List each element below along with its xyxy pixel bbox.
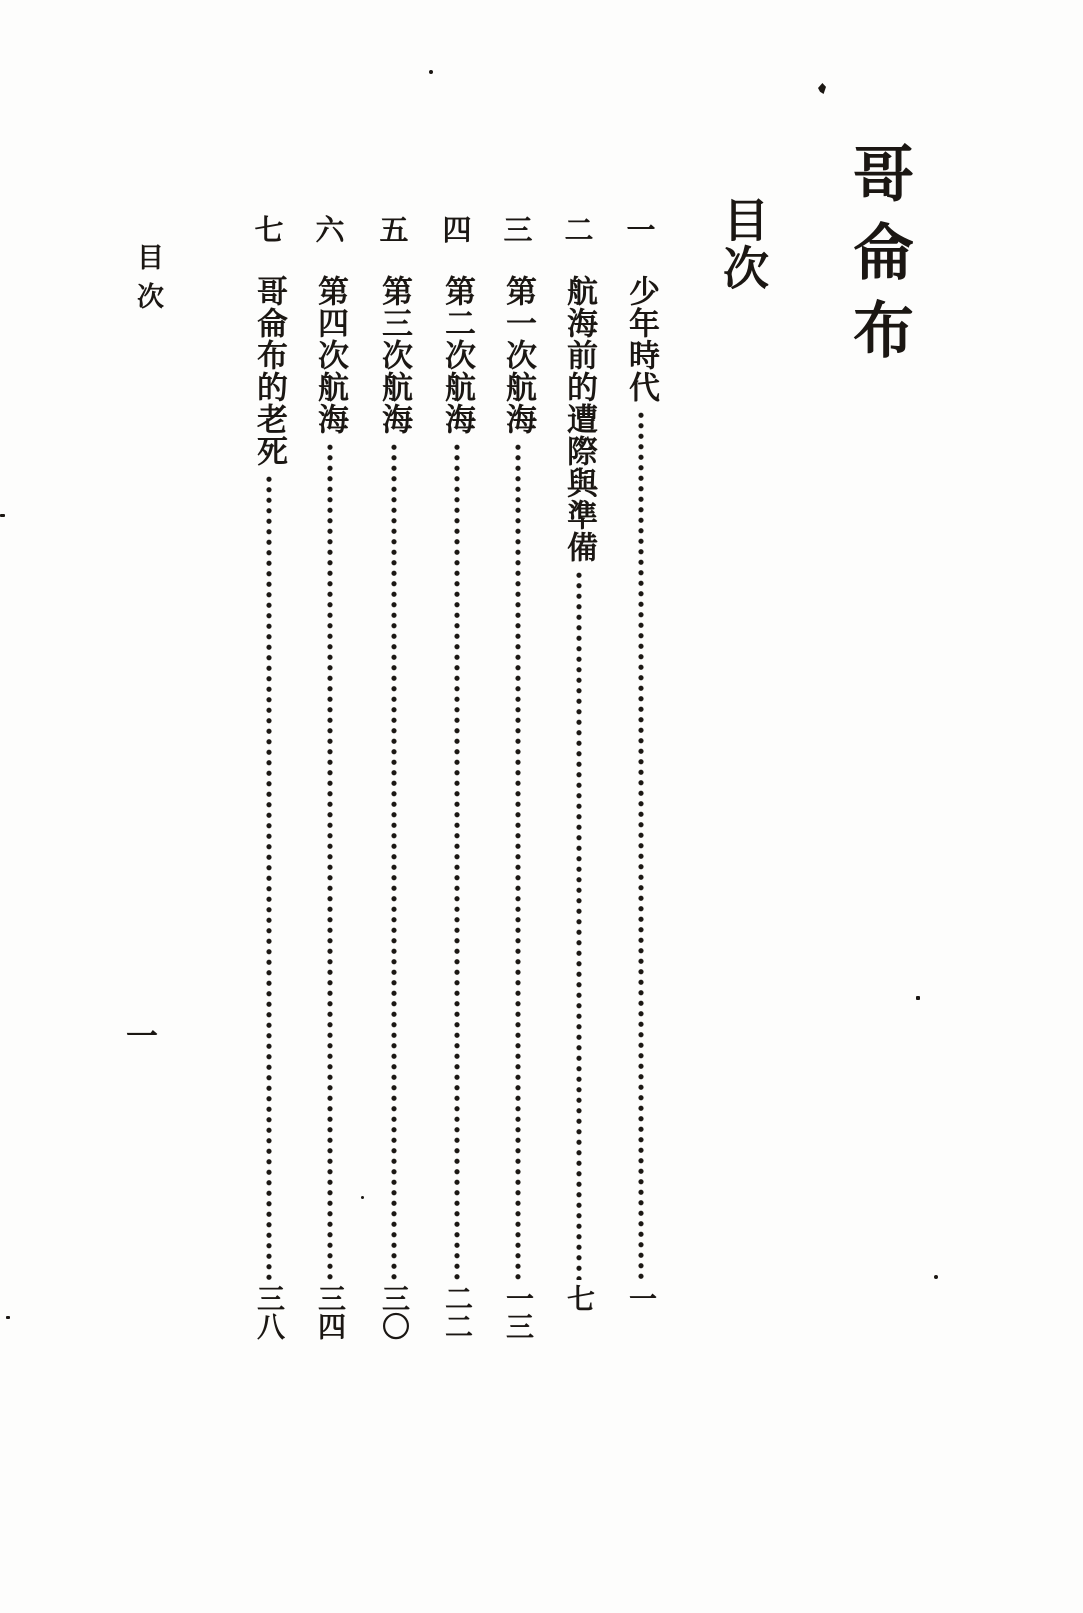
scan-speck: [934, 1275, 938, 1279]
chapter-title: 第二次航海: [439, 275, 475, 435]
toc-entry-3: [498, 214, 538, 1348]
chapter-number: 四: [442, 213, 472, 247]
scan-speck: [6, 1316, 10, 1319]
chapter-title: 航海前的遭際與準備: [561, 275, 597, 563]
dotted-leader: [265, 474, 273, 1280]
scan-speck: [0, 514, 5, 517]
chapter-title: 哥侖布的老死: [251, 275, 287, 467]
dotted-leader: [453, 442, 461, 1280]
margin-folio-page-number: 一: [126, 1017, 159, 1055]
chapter-page-number: 三八: [253, 1284, 286, 1340]
scan-speck: [916, 996, 920, 1000]
toc-entry-1: [621, 214, 661, 1348]
chapter-page-number: 七: [563, 1284, 596, 1312]
chapter-number: 三: [503, 213, 533, 247]
chapter-number: 五: [379, 213, 409, 247]
chapter-page-number: 三四: [314, 1284, 347, 1340]
toc-entry-2: [559, 214, 599, 1348]
chapter-title: 第三次航海: [376, 275, 412, 435]
toc-heading: 目次: [716, 196, 770, 292]
margin-running-header: 目次: [132, 243, 163, 321]
chapter-title: 少年時代: [623, 275, 659, 403]
scan-speck: [818, 83, 826, 94]
toc-entry-4: [437, 214, 477, 1348]
scan-speck: [429, 70, 433, 74]
scan-speck: [361, 1196, 364, 1199]
chapter-number: 一: [626, 213, 656, 247]
chapter-number: 七: [254, 213, 284, 247]
dotted-leader: [326, 442, 334, 1280]
toc-entry-6: [310, 214, 350, 1348]
dotted-leader: [575, 570, 583, 1280]
chapter-number: 二: [564, 213, 594, 247]
chapter-title: 第一次航海: [500, 275, 536, 435]
book-title: 哥侖布: [843, 142, 914, 376]
toc-entry-7: [249, 214, 289, 1348]
dotted-leader: [514, 442, 522, 1280]
chapter-page-number: 一: [625, 1284, 658, 1312]
chapter-page-number: 三〇: [378, 1284, 411, 1340]
dotted-leader: [637, 410, 645, 1280]
chapter-number: 六: [315, 213, 345, 247]
chapter-page-number: 一三: [502, 1284, 535, 1340]
chapter-page-number: 二二: [441, 1284, 474, 1340]
dotted-leader: [390, 442, 398, 1280]
toc-entry-5: [374, 214, 414, 1348]
chapter-title: 第四次航海: [312, 275, 348, 435]
